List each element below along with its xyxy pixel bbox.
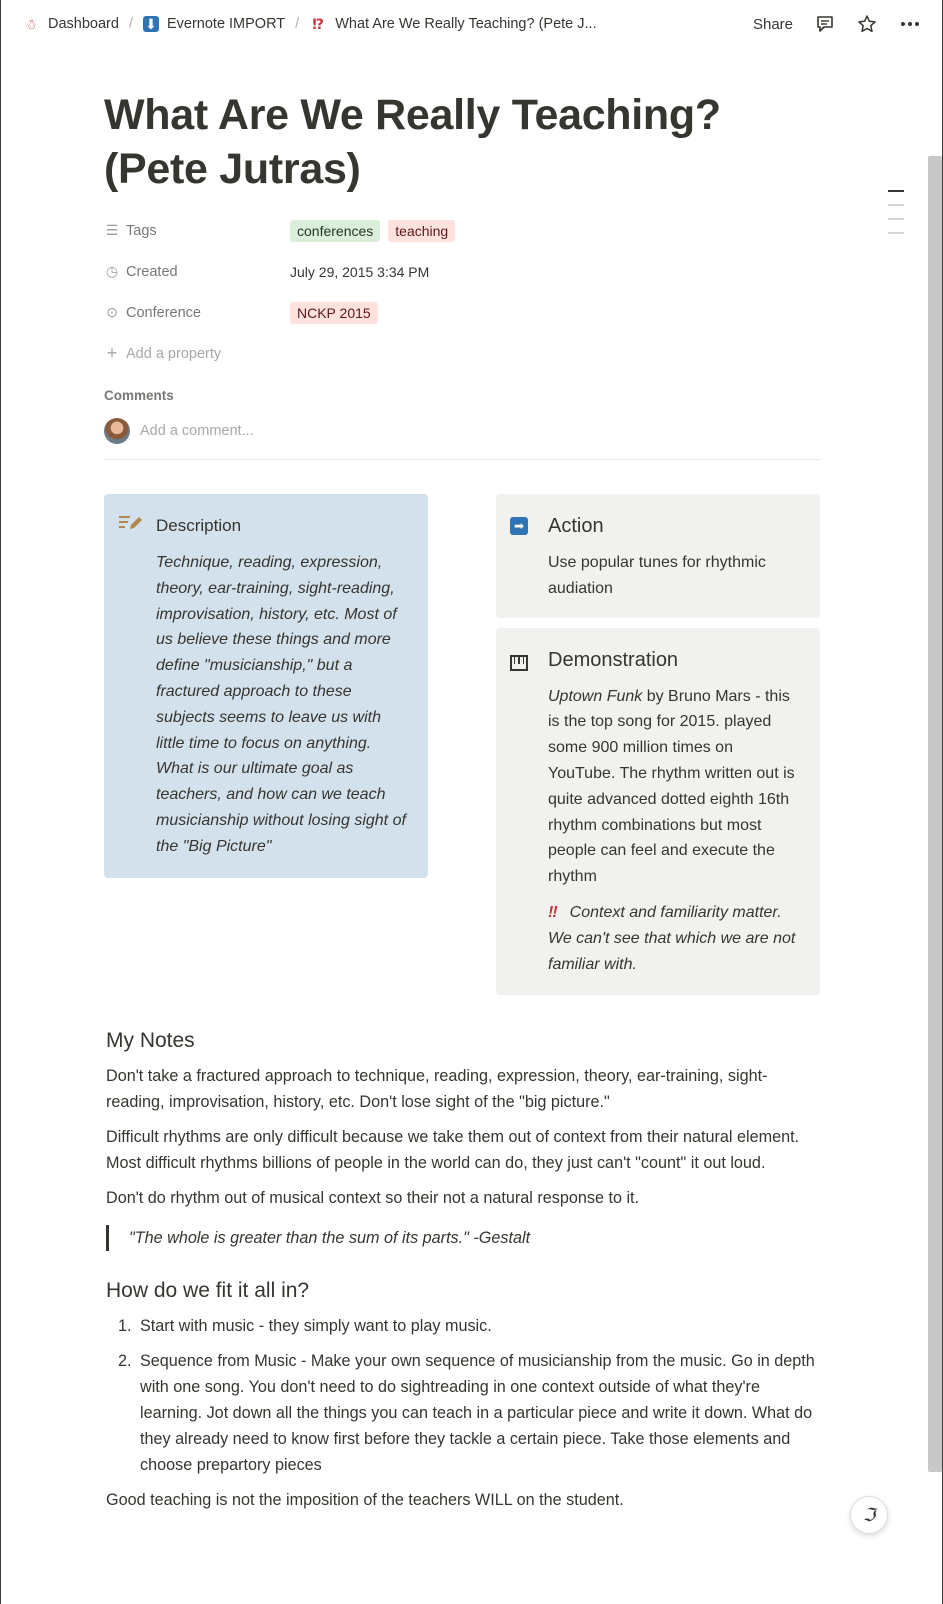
table-of-contents-minimap[interactable] <box>888 190 904 246</box>
breadcrumb-separator: / <box>295 16 300 32</box>
left-column <box>104 494 428 995</box>
created-value: July 29, 2015 3:34 PM <box>290 263 430 280</box>
toc-line[interactable] <box>888 218 904 220</box>
action-callout[interactable] <box>496 494 820 618</box>
property-created[interactable] <box>104 251 820 292</box>
list-icon: ☰ <box>105 222 119 238</box>
right-column <box>496 494 820 995</box>
property-conference[interactable] <box>104 292 820 333</box>
callout-columns <box>104 494 820 995</box>
action-heading: Action <box>548 515 604 537</box>
song-title: Uptown Funk <box>548 687 643 705</box>
edit-note-icon <box>118 514 156 860</box>
comment-icon[interactable] <box>815 14 835 34</box>
toc-line[interactable] <box>888 204 904 206</box>
description-callout[interactable] <box>104 494 428 878</box>
star-icon[interactable] <box>857 14 877 34</box>
breadcrumb-evernote-import[interactable] <box>143 16 285 32</box>
description-heading: Description <box>156 516 242 535</box>
notes-section <box>104 1025 820 1513</box>
breadcrumb-label: What Are We Really Teaching? (Pete J... <box>335 16 597 32</box>
property-tags[interactable] <box>104 210 820 251</box>
fit-heading: How do we fit it all in? <box>106 1279 310 1303</box>
breadcrumb-label: Evernote IMPORT <box>166 16 286 32</box>
property-label: Conference <box>126 304 201 321</box>
warning-text: Context and familiarity matter. We can't see that which we are not familiar with. <box>548 903 796 973</box>
breadcrumb-dashboard[interactable] <box>22 15 119 33</box>
dashboard-icon: ☃ <box>24 15 38 32</box>
action-text: Use popular tunes for rhythmic audiation <box>548 554 766 597</box>
demonstration-text <box>548 684 798 890</box>
toc-line[interactable] <box>888 190 904 192</box>
description-text: Technique, reading, expression, theory, ear-training, sight-reading, improvisation, history, etc. Most of us believe these things and more define "musicianship," but a fractured approach to these subjects seems to leave us with little time to focus on anything. What is our ultimate goal as teachers, and how can we teach musicianship without losing sight of the "Big Picture" <box>156 554 406 855</box>
piano-icon <box>510 648 548 978</box>
window-border-left <box>0 0 1 1604</box>
demonstration-heading: Demonstration <box>548 648 679 671</box>
numbered-list <box>136 1313 820 1478</box>
toc-line[interactable] <box>888 232 904 234</box>
comment-input-row[interactable] <box>104 417 820 445</box>
tag-conferences[interactable]: conferences <box>290 220 380 242</box>
clock-icon: ◷ <box>105 263 119 279</box>
notes-heading: My Notes <box>106 1029 195 1053</box>
add-property-button[interactable] <box>104 333 820 374</box>
list-item: 2. Sequence from Music - Make your own sequence of musicianship from the music. Go in depth with one song. You don't need to do sightreading in one context outside of what they're learning. Jot down all the things you can teach in a particular piece and write it down. What do they already need to know first before they tackle a certain piece. Take those elements and choose prepartory pieces <box>136 1348 820 1478</box>
notes-paragraph: Don't do rhythm out of musical context so their not a natural response to it. <box>106 1189 640 1208</box>
property-label: Created <box>126 263 178 280</box>
scrollbar-thumb[interactable] <box>928 156 942 1472</box>
demonstration-body: by Bruno Mars - this is the top song for 2015. played some 900 million times on YouTube. The rhythm written out is quite advanced dotted eighth 16th rhythm combinations but most people can feel and execute the rhythm <box>548 687 795 886</box>
plus-icon: + <box>106 343 118 363</box>
add-property-label: Add a property <box>126 345 222 362</box>
exclamation-question-icon: ⁉ <box>312 15 324 32</box>
tag-nckp-2015[interactable]: NCKP 2015 <box>290 302 378 324</box>
double-exclamation-icon: ‼ <box>548 903 558 921</box>
arrow-right-icon: ➡ <box>510 514 548 602</box>
more-options-icon[interactable] <box>899 14 921 34</box>
divider <box>104 459 820 460</box>
avatar <box>104 418 130 444</box>
warning-row <box>548 900 798 977</box>
breadcrumb-current-page[interactable] <box>309 15 596 33</box>
blockquote: "The whole is greater than the sum of its parts." -Gestalt <box>106 1225 820 1251</box>
tag-teaching[interactable]: teaching <box>388 220 455 242</box>
topbar <box>0 0 943 48</box>
notes-paragraph: Difficult rhythms are only difficult because we take them out of context from their natural element. Most difficult rhythms billions of people in the world can do, they just can't "count" it out loud. <box>106 1128 800 1173</box>
demonstration-callout[interactable] <box>496 628 820 996</box>
list-item: 1. Start with music - they simply want to play music. <box>136 1313 820 1339</box>
notes-paragraph: Don't take a fractured approach to technique, reading, expression, theory, ear-training, sight-reading, improvisation, history, etc. Don't lose sight of the "big picture." <box>106 1067 768 1112</box>
help-button[interactable] <box>850 1496 888 1534</box>
share-button[interactable]: Share <box>752 15 793 33</box>
property-label: Tags <box>126 222 157 239</box>
comments-label: Comments <box>104 388 174 403</box>
closing-paragraph: Good teaching is not the imposition of the teachers WILL on the student. <box>106 1491 624 1510</box>
comment-input[interactable]: Add a comment... <box>140 423 254 439</box>
page-content <box>104 88 820 1522</box>
page-title[interactable]: What Are We Really Teaching? (Pete Jutras) <box>104 91 721 193</box>
properties <box>104 210 820 374</box>
help-icon: ℑ <box>862 1504 876 1526</box>
breadcrumb-label: Dashboard <box>48 16 119 32</box>
select-icon: ⊙ <box>106 304 118 320</box>
import-icon: ⬇ <box>143 16 159 32</box>
breadcrumb-separator: / <box>128 16 133 32</box>
